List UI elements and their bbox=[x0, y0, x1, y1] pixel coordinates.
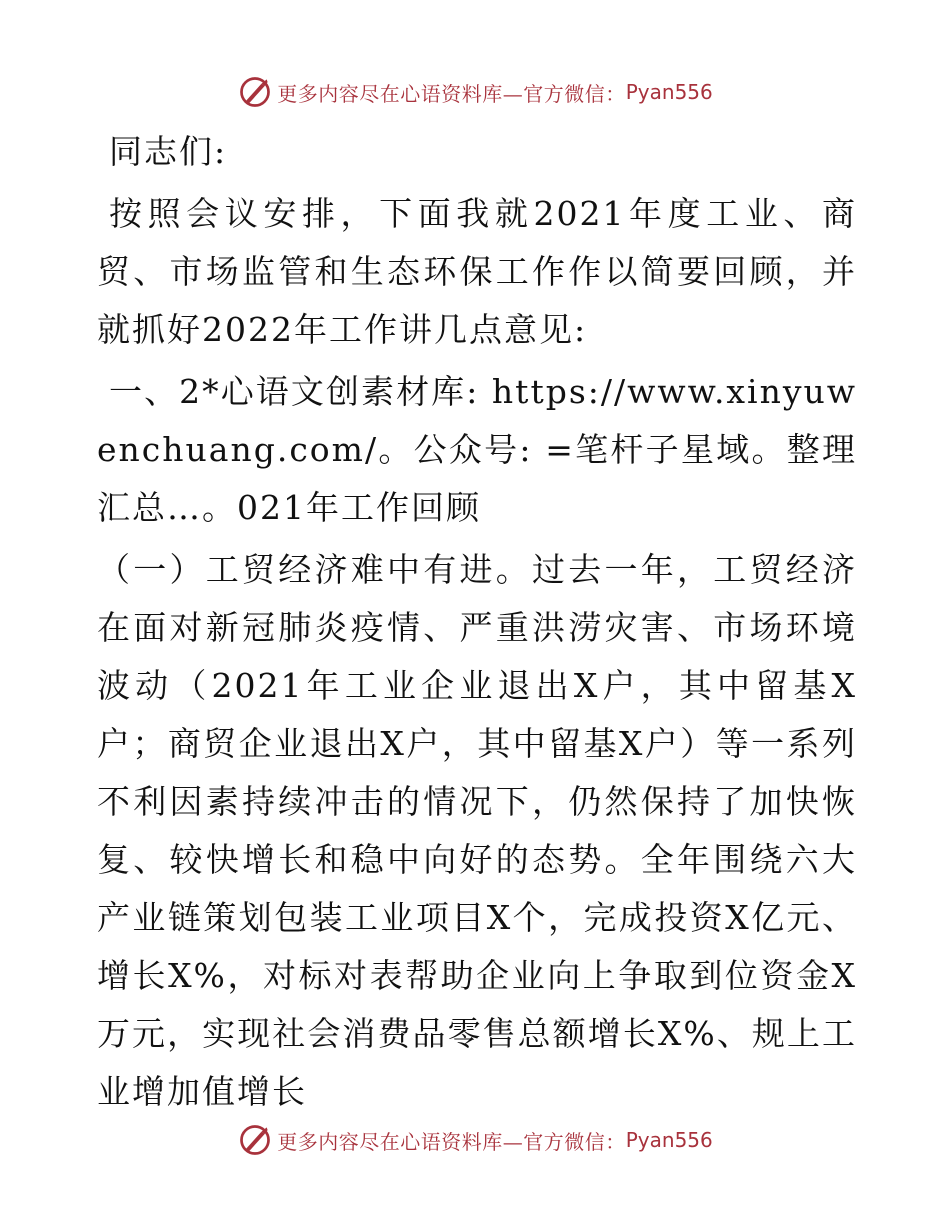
banner-text: 更多内容尽在心语资料库—官方微信： bbox=[277, 81, 626, 106]
pen-logo-icon bbox=[237, 1122, 273, 1158]
banner-wechat-id: Pyan556 bbox=[625, 1128, 713, 1152]
footer-watermark-banner bbox=[0, 1118, 950, 1162]
paragraph-intro: 按照会议安排，下面我就2021年度工业、商贸、市场监管和生态环保工作作以简要回顾，并就抓好2022年工作讲几点意见: bbox=[97, 194, 857, 349]
paragraph-review: （一）工贸经济难中有进。过去一年，工贸经济在面对新冠肺炎疫情、严重洪涝灾害、市场环境波动（2021年工业企业退出X户，其中留基X户；商贸企业退出X户，其中留基X户）等一系列不利因素持续冲击的情况下，仍然保持了加快恢复、较快增长和稳中向好的态势。全年围绕六大产业链策划包装工业项目X个，完成投资X亿元、增长X%，对标对表帮助企业向上争取到位资金X万元，实现社会消费品零售总额增长X%、规上工业增加值增长 bbox=[97, 550, 857, 1111]
header-watermark-banner bbox=[0, 70, 950, 114]
pen-logo-icon bbox=[237, 74, 273, 110]
banner-wechat-id: Pyan556 bbox=[625, 80, 713, 104]
document-body bbox=[97, 123, 857, 1121]
greeting: 同志们: bbox=[109, 132, 228, 171]
banner-text: 更多内容尽在心语资料库—官方微信： bbox=[277, 1129, 626, 1154]
paragraph-section-heading: 一、2*心语文创素材库: https://www.xinyuwenchuang.com/。公众号: =笔杆子星域。整理汇总…。021年工作回顾 bbox=[97, 372, 857, 527]
